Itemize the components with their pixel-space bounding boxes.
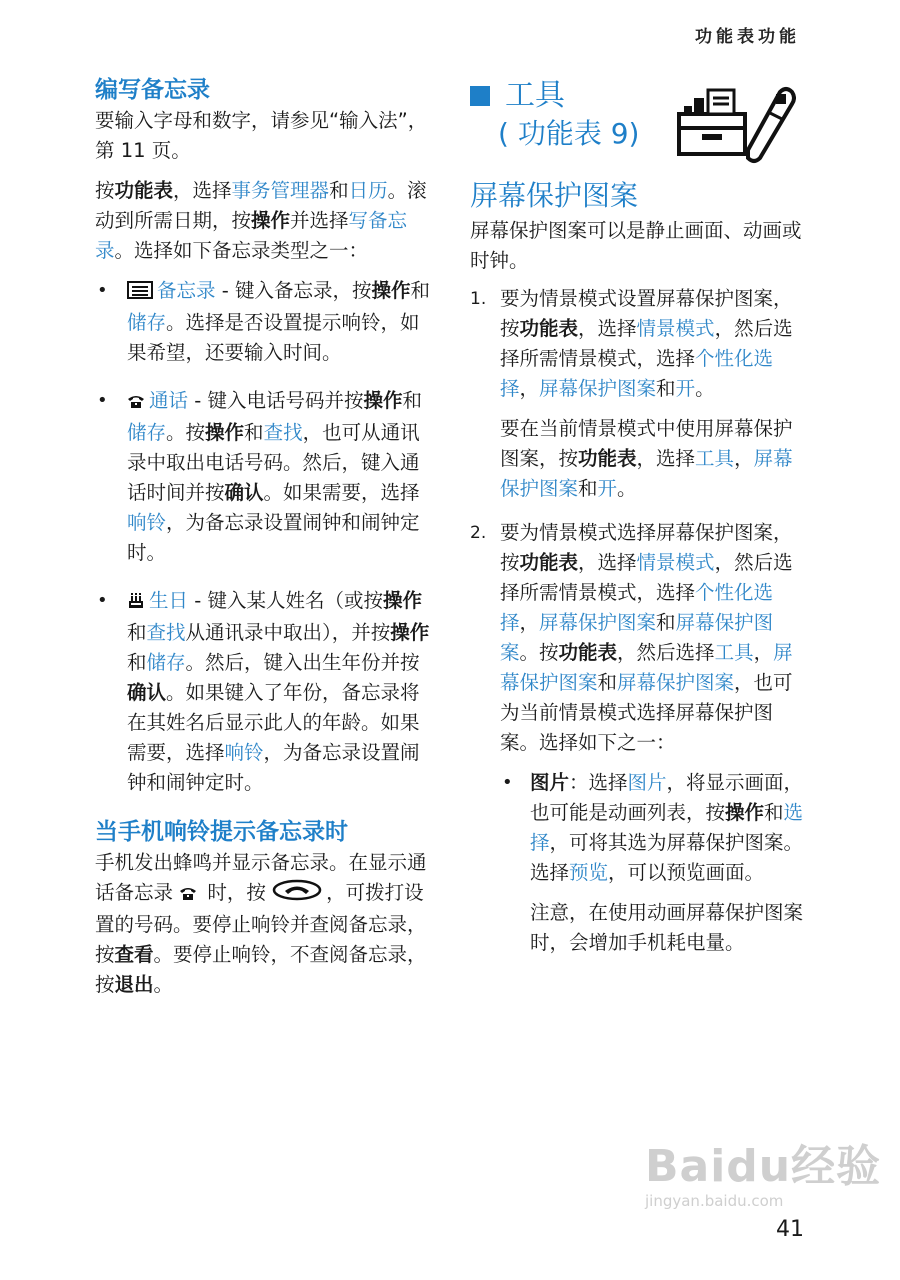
memo-alarm-heading: 当手机响铃提示备忘录时 (95, 819, 348, 845)
memo-icon (127, 278, 153, 308)
list-item: • 通话 - 键入电话号码并按操作和储存。按操作和查找，也可从通讯录中取出电话号码。然后，键入通话时间并按确认。如果需要，选择响铃，为备忘录设置闹钟和闹钟定时。 (97, 389, 422, 564)
right-column (470, 76, 805, 972)
screensaver-intro: 屏幕保护图案可以是静止画面、动画或时钟。 (470, 219, 802, 272)
tools-menu-number: ( 功能表 9) (498, 117, 640, 150)
link-write-memo: 写备忘录 (95, 209, 408, 262)
birthday-icon (127, 588, 145, 618)
list-item: 2. 要为情景模式选择屏幕保护图案，按功能表，选择情景模式，然后选择所需情景模式，选择个性化选择，屏幕保护图案和屏幕保护图案。按功能表，然后选择工具，屏幕保护图案和屏幕保护图案，也可为当前情景模式选择屏幕保护图案。选择如下之一： • 图片：选择图片，将显示画面，也可能是动画列表，按操作和选择，可将其选为屏幕保护图案。选择预览，可以预览画面。 注意，在使用动画屏幕保护图案时，会增加手机耗电量。 (470, 518, 805, 958)
tools-section-title (470, 76, 805, 166)
tools-icon (676, 84, 796, 168)
tools-heading: 工具 (505, 78, 565, 113)
left-column (95, 74, 430, 1000)
phone-icon (179, 880, 197, 910)
screensaver-heading: 屏幕保护图案 (470, 179, 639, 212)
power-consumption-note: 注意，在使用动画屏幕保护图案时，会增加手机耗电量。 (530, 901, 804, 954)
call-key-icon (272, 879, 322, 910)
list-item: • 图片：选择图片，将显示画面，也可能是动画列表，按操作和选择，可将其选为屏幕保护图案。选择预览，可以预览画面。 注意，在使用动画屏幕保护图案时，会增加手机耗电量。 (500, 768, 805, 958)
screensaver-steps (470, 284, 805, 958)
list-item: • 生日 - 键入某人姓名（或按操作和查找从通讯录中取出），并按操作和储存。然后，键入出生年份并按确认。如果键入了年份，备忘录将在其姓名后显示此人的年龄。如果需要，选择响铃，为备忘录设置闹钟和闹钟定时。 (97, 589, 430, 794)
square-bullet-icon (470, 86, 490, 106)
memo-type-list (95, 276, 430, 798)
list-item: • 备忘录 - 键入备忘录，按操作和储存。选择是否设置提示响铃，如果希望，还要输入时间。 (97, 279, 430, 364)
compose-instructions: 按功能表，选择事务管理器和日历。滚动到所需日期，按操作并选择写备忘录。选择如下备忘录类型之一： (95, 179, 427, 262)
compose-memo-heading: 编写备忘录 (95, 77, 210, 103)
list-item: 1. 要为情景模式设置屏幕保护图案，按功能表，选择情景模式，然后选择所需情景模式，选择个性化选择，屏幕保护图案和开。 要在当前情景模式中使用屏幕保护图案，按功能表，选择工具，屏幕保护图案和开。 (470, 287, 793, 500)
compose-intro: 要输入字母和数字，请参见“输入法”，第 11 页。 (95, 109, 428, 162)
link-calendar: 日历 (348, 179, 388, 202)
page-number: 41 (776, 1217, 804, 1242)
link-organizer: 事务管理器 (231, 179, 330, 202)
section-header: 功能表功能 (695, 27, 800, 47)
screensaver-option-list (500, 768, 805, 958)
baidu-watermark: Baidu经验 jingyan.baidu.com (645, 1141, 882, 1210)
memo-alarm-text: 手机发出蜂鸣并显示备忘录。在显示通话备忘录 时，按 ，可拨打设置的号码。要停止响铃并查阅备忘录，按查看。要停止响铃，不查阅备忘录，按退出。 (95, 851, 427, 996)
phone-icon (127, 388, 145, 418)
